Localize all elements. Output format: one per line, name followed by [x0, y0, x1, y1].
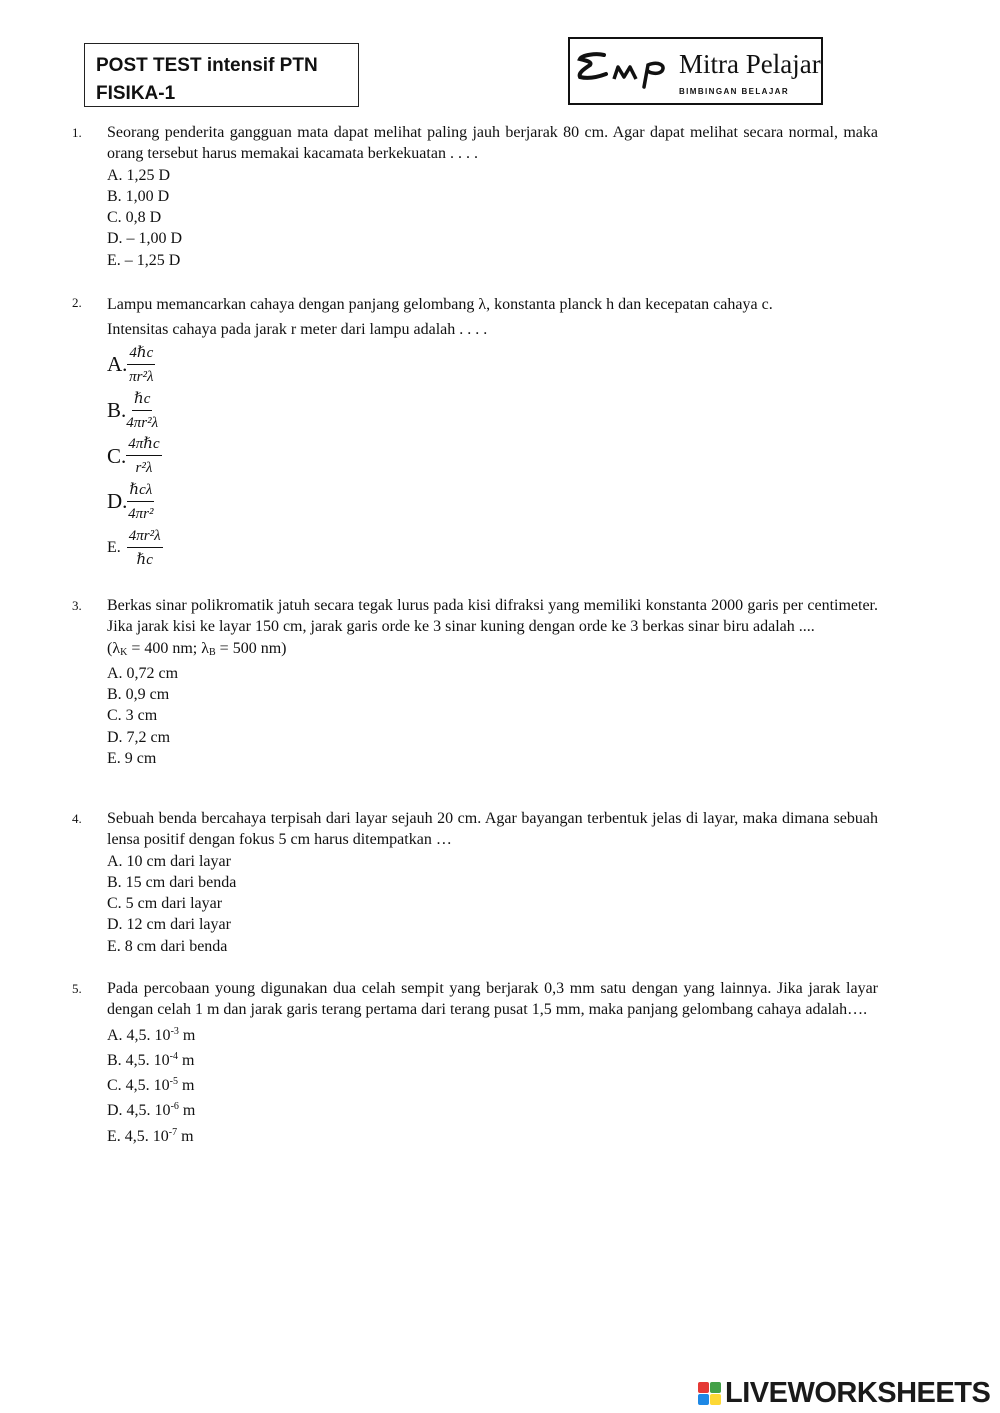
fraction: $\frac{\text{4πr²λ}}{\text{ℏc}}$: [128, 527, 161, 568]
option-e: E. 4,5. $10^{-7}$ m: [107, 1126, 194, 1145]
fraction: $\frac{\text{ℏc}}{\text{4πr²λ}}$: [126, 390, 159, 431]
grid-square-red: [698, 1382, 709, 1393]
option-c: C. 3 cm: [107, 707, 158, 725]
given-wavelengths: ($\lambda_K = 400$ nm; $\lambda_B = 500$ nm): [107, 639, 287, 658]
option-a: A. 4,5. $10^{-3}$ m: [107, 1025, 196, 1044]
option-c: C. $\frac{\text{4πℏc}}{\text{r²λ}}$: [107, 436, 160, 477]
fraction: $\frac{\text{4ℏc}}{\text{πr²λ}}$: [129, 344, 154, 385]
logo-name: Mitra Pelajar: [679, 49, 821, 79]
question-text: Pada percobaan young digunakan dua celah sempit yang berjarak 0,3 mm satu dengan yang lainnya. Jika jarak layar dengan celah 1 m dan jarak garis terang pertama dari terang pusat 1,5 mm, maka panjang gelombang cahaya adalah….: [107, 980, 878, 1019]
fraction: $\frac{\text{ℏcλ}}{\text{4πr²}}$: [128, 481, 154, 522]
question-2: [0, 292, 1000, 570]
liveworksheets-brand: LIVEWORKSHEETS: [725, 1376, 991, 1409]
logo-subtitle: BIMBINGAN BELAJAR: [679, 87, 790, 96]
option-d: D. 4,5. $10^{-6}$ m: [107, 1101, 196, 1120]
grid-square-blue: [698, 1394, 709, 1405]
question-3: [0, 595, 1000, 769]
option-c: C. 0,8 D: [107, 209, 162, 227]
question-number: 2.: [72, 295, 82, 310]
option-d: D. 7,2 cm: [107, 728, 171, 746]
liveworksheets-logo: [698, 1376, 991, 1409]
fraction: $\frac{\text{4πℏc}}{\text{r²λ}}$: [128, 436, 160, 477]
question-number: 4.: [72, 811, 82, 826]
question-text-line-1: Lampu memancarkan cahaya dengan panjang gelombang λ, konstanta planck h dan kecepatan cahaya c.: [107, 296, 773, 313]
option-b: B. 1,00 D: [107, 187, 170, 205]
option-b: B. 0,9 cm: [107, 686, 170, 704]
question-number: 1.: [72, 125, 82, 140]
question-number: 5.: [72, 981, 82, 996]
question-text: Berkas sinar polikromatik jatuh secara tegak lurus pada kisi difraksi yang memiliki konstanta 2000 garis per centimeter. Jika jarak kisi ke layar 150 cm, jarak garis orde ke 3 sinar kuning dengan orde ke 3 berkas sinar biru adalah ....: [107, 597, 878, 636]
question-text-line-2: Intensitas cahaya pada jarak r meter dari lampu adalah . . . .: [107, 321, 488, 338]
option-e: E. $\frac{\text{4πr²λ}}{\text{ℏc}}$: [107, 527, 161, 568]
option-b: B. 4,5. $10^{-4}$ m: [107, 1050, 195, 1069]
option-a: A. 0,72 cm: [107, 664, 179, 682]
worksheet-title: POST TEST intensif PTN: [96, 55, 318, 76]
worksheet-title-box: [84, 43, 359, 107]
option-d: D. – 1,00 D: [107, 230, 183, 248]
option-a: A. 1,25 D: [107, 166, 171, 184]
question-5: [0, 978, 1000, 1147]
option-e: E. – 1,25 D: [107, 251, 181, 269]
question-4: [0, 808, 1000, 957]
worksheet-subject: FISIKA-1: [96, 83, 176, 104]
question-1: [0, 122, 1000, 271]
question-number: 3.: [72, 598, 82, 613]
option-e: E. 9 cm: [107, 750, 157, 768]
grid-square-green: [710, 1382, 721, 1393]
liveworksheets-grid-icon: [698, 1382, 721, 1405]
option-e: E. 8 cm dari benda: [107, 937, 228, 955]
option-b: B. $\frac{\text{ℏc}}{\text{4πr²λ}}$: [107, 390, 159, 431]
option-c: C. 5 cm dari layar: [107, 895, 223, 913]
question-text: Sebuah benda bercahaya terpisah dari layar sejauh 20 cm. Agar bayangan terbentuk jelas di layar, maka dimana sebuah lensa positif dengan fokus 5 cm harus ditempatkan …: [107, 810, 878, 849]
option-b: B. 15 cm dari benda: [107, 873, 237, 891]
option-d: D. 12 cm dari layar: [107, 916, 231, 934]
question-text: Seorang penderita gangguan mata dapat melihat paling jauh berjarak 80 cm. Agar dapat melihat secara normal, maka orang tersebut harus memakai kacamata berkekuatan . . . .: [107, 124, 878, 163]
option-a: A. $\frac{\text{4ℏc}}{\text{πr²λ}}$: [107, 344, 154, 385]
grid-square-yellow: [710, 1394, 721, 1405]
option-d: D. $\frac{\text{ℏcλ}}{\text{4πr²}}$: [107, 481, 154, 522]
emp-logo-icon: [574, 49, 678, 91]
mitra-pelajar-logo: [568, 37, 823, 105]
option-a: A. 10 cm dari layar: [107, 852, 231, 870]
option-c: C. 4,5. $10^{-5}$ m: [107, 1076, 195, 1095]
